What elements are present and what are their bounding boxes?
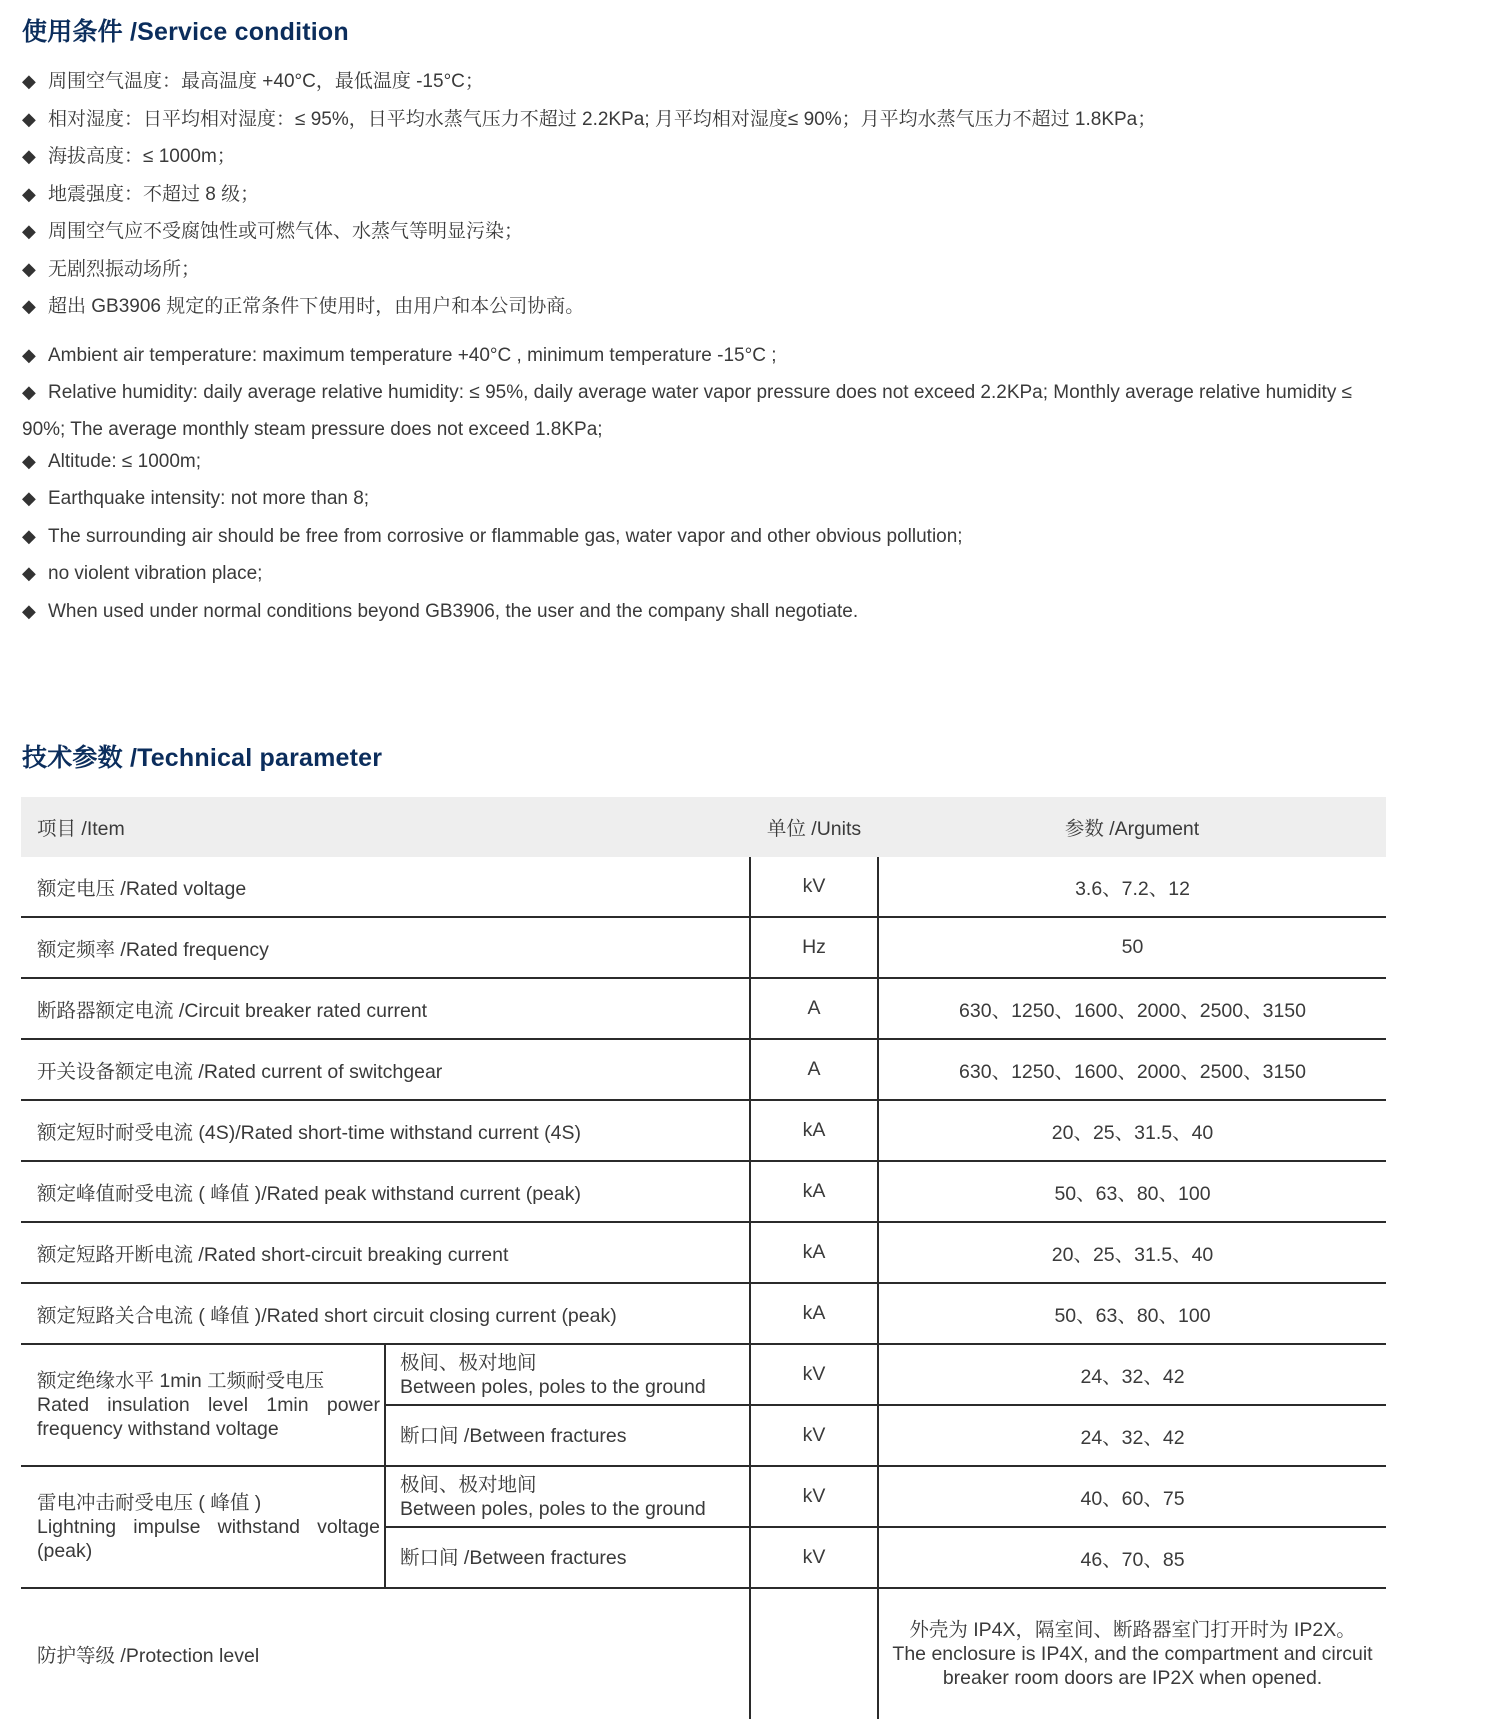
header-units: 单位 /Units	[750, 797, 878, 857]
table-row	[21, 1344, 1386, 1405]
list-item: ◆ Altitude: ≤ 1000m;	[22, 446, 1382, 484]
lightning-impulse-group: 雷电冲击耐受电压 ( 峰值 ) Lightning impulse withstand voltage (peak)	[21, 1466, 385, 1588]
row-item: 额定短时耐受电流 (4S)/Rated short-time withstand current (4S)	[21, 1100, 750, 1161]
table-row	[21, 1161, 1386, 1222]
table-row	[21, 978, 1386, 1039]
row-item: 防护等级 /Protection level	[37, 1645, 260, 1667]
row-argument: 20、25、31.5、40	[878, 1222, 1386, 1283]
diamond-bullet-icon: ◆	[22, 525, 36, 546]
row-argument: 46、70、85	[878, 1527, 1386, 1588]
row-unit: kA	[750, 1222, 878, 1283]
list-item: ◆ 无剧烈振动场所；	[22, 254, 1156, 292]
list-item: ◆ Earthquake intensity: not more than 8;	[22, 483, 1382, 521]
row-argument: 40、60、75	[878, 1466, 1386, 1527]
row-argument: 3.6、7.2、12	[878, 857, 1386, 917]
row-unit: kA	[750, 1161, 878, 1222]
row-item: 额定峰值耐受电流 ( 峰值 )/Rated peak withstand current (peak)	[21, 1161, 750, 1222]
row-unit: kV	[750, 1344, 878, 1405]
table-row	[21, 1466, 1386, 1527]
list-item: ◆ 海拔高度：≤ 1000m；	[22, 141, 1156, 179]
insulation-sub-fractures: 断口间 /Between fractures	[385, 1405, 750, 1466]
diamond-bullet-icon: ◆	[22, 600, 36, 621]
row-argument: 630、1250、1600、2000、2500、3150	[878, 1039, 1386, 1100]
diamond-bullet-icon: ◆	[22, 345, 36, 365]
row-unit: kV	[750, 1405, 878, 1466]
list-item: ◆ The surrounding air should be free from corrosive or flammable gas, water vapor and other obvious pollution;	[22, 521, 1382, 559]
table-row	[21, 857, 1386, 917]
lightning-sub-poles: 极间、极对地间 Between poles, poles to the ground	[385, 1466, 750, 1527]
diamond-bullet-icon: ◆	[22, 71, 36, 91]
row-argument: 24、32、42	[878, 1405, 1386, 1466]
row-unit: Hz	[750, 917, 878, 978]
diamond-bullet-icon: ◆	[22, 381, 36, 402]
row-argument: 50	[878, 917, 1386, 978]
lightning-sub-fractures: 断口间 /Between fractures	[385, 1527, 750, 1588]
row-item: 开关设备额定电流 /Rated current of switchgear	[21, 1039, 750, 1100]
insulation-level-group: 额定绝缘水平 1min 工频耐受电压 Rated insulation level 1min power frequency withstand voltage	[21, 1344, 385, 1466]
row-argument: 24、32、42	[878, 1344, 1386, 1405]
row-item: 额定电压 /Rated voltage	[21, 857, 750, 917]
service-condition-cn-list	[22, 66, 1156, 329]
list-item: ◆ 周围空气应不受腐蚀性或可燃气体、水蒸气等明显污染；	[22, 216, 1156, 254]
row-unit: A	[750, 1039, 878, 1100]
row-unit: kA	[750, 1100, 878, 1161]
row-argument: 外壳为 IP4X，隔室间、断路器室门打开时为 IP2X。 The enclosure is IP4X, and the compartment and circuit breaker room doors are IP2X when opened.	[892, 1619, 1373, 1689]
technical-parameter-title: 技术参数 /Technical parameter	[22, 744, 383, 772]
diamond-bullet-icon: ◆	[22, 450, 36, 471]
diamond-bullet-icon: ◆	[22, 258, 36, 279]
header-argument: 参数 /Argument	[878, 797, 1386, 857]
diamond-bullet-icon: ◆	[22, 183, 36, 204]
list-item: ◆ 相对湿度：日平均相对湿度：≤ 95%，日平均水蒸气压力不超过 2.2KPa; 月平均相对湿度≤ 90%；月平均水蒸气压力不超过 1.8KPa；	[22, 104, 1156, 142]
row-unit: kV	[750, 1527, 878, 1588]
table-row	[21, 1039, 1386, 1100]
row-unit: kV	[750, 857, 878, 917]
table-row	[21, 1283, 1386, 1344]
table-row	[21, 1100, 1386, 1161]
insulation-sub-poles: 极间、极对地间 Between poles, poles to the ground	[385, 1344, 750, 1405]
row-argument: 50、63、80、100	[878, 1283, 1386, 1344]
diamond-bullet-icon: ◆	[22, 563, 36, 583]
table-row	[21, 1222, 1386, 1283]
service-condition-en-list	[22, 340, 1382, 633]
diamond-bullet-icon: ◆	[22, 221, 36, 241]
list-item: ◆ 周围空气温度：最高温度 +40°C，最低温度 -15°C；	[22, 66, 1156, 104]
row-argument: 20、25、31.5、40	[878, 1100, 1386, 1161]
row-item: 额定短路开断电流 /Rated short-circuit breaking current	[21, 1222, 750, 1283]
service-condition-title: 使用条件 /Service condition	[22, 18, 349, 46]
row-unit	[750, 1588, 878, 1719]
list-item: ◆ Ambient air temperature: maximum temperature +40°C , minimum temperature -15°C ;	[22, 340, 1382, 378]
row-unit: kV	[750, 1466, 878, 1527]
table-row	[21, 917, 1386, 978]
diamond-bullet-icon: ◆	[22, 108, 36, 129]
row-unit: kA	[750, 1283, 878, 1344]
diamond-bullet-icon: ◆	[22, 296, 36, 316]
table-header-row	[21, 797, 1386, 857]
header-item: 项目 /Item	[21, 797, 750, 857]
diamond-bullet-icon: ◆	[22, 488, 36, 508]
row-argument: 630、1250、1600、2000、2500、3150	[878, 978, 1386, 1039]
technical-parameter-table	[21, 797, 1386, 1719]
list-item: ◆ 超出 GB3906 规定的正常条件下使用时，由用户和本公司协商。	[22, 291, 1156, 329]
list-item: ◆ When used under normal conditions beyond GB3906, the user and the company shall negotiate.	[22, 596, 1382, 634]
list-item: ◆ no violent vibration place;	[22, 558, 1382, 596]
list-item: ◆ Relative humidity: daily average relative humidity: ≤ 95%, daily average water vapor pressure does not exceed 2.2KPa; Monthly average relative humidity ≤ 90%; The average monthly steam pressure does not exceed 1.8KPa;	[22, 374, 1382, 449]
row-item: 额定短路关合电流 ( 峰值 )/Rated short circuit closing current (peak)	[21, 1283, 750, 1344]
row-argument: 50、63、80、100	[878, 1161, 1386, 1222]
row-item: 断路器额定电流 /Circuit breaker rated current	[21, 978, 750, 1039]
row-unit: A	[750, 978, 878, 1039]
list-item: ◆ 地震强度：不超过 8 级；	[22, 179, 1156, 217]
diamond-bullet-icon: ◆	[22, 146, 36, 166]
table-row	[21, 1588, 1386, 1719]
row-item: 额定频率 /Rated frequency	[21, 917, 750, 978]
